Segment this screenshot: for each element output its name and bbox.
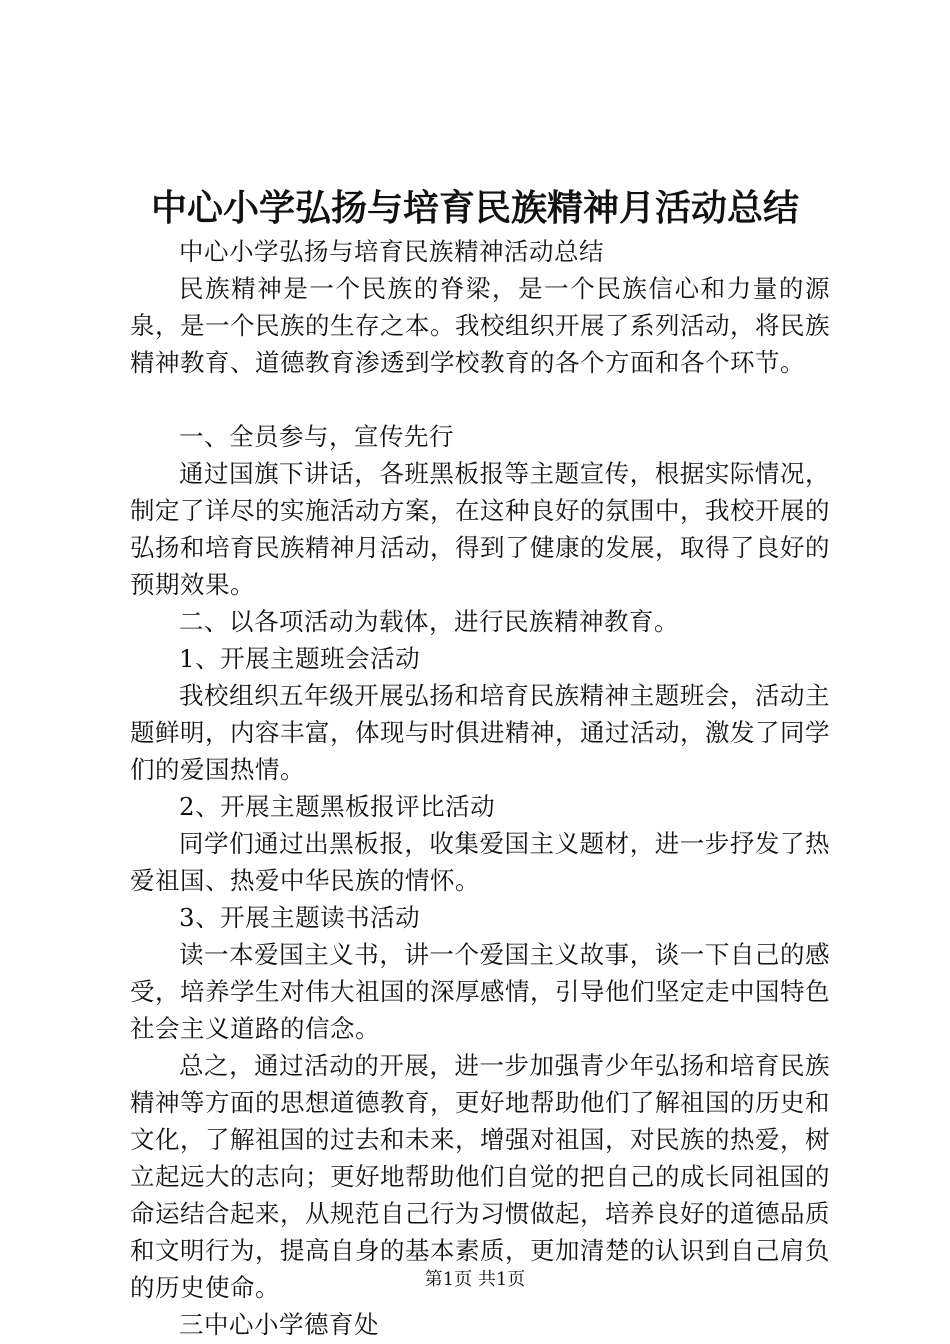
section-heading-2: 二、以各项活动为载体，进行民族精神教育。 xyxy=(179,607,679,636)
subsection-heading-3: 3、开展主题读书活动 xyxy=(179,903,421,932)
subsection-2-paragraph: 同学们通过出黑板报，收集爱国主义题材，进一步抒发了热爱祖国、热爱中华民族的情怀。 xyxy=(130,829,830,895)
intro-paragraph: 民族精神是一个民族的脊梁，是一个民族信心和力量的源泉，是一个民族的生存之本。我校组织开展了系列活动，将民族精神教育、道德教育渗透到学校教育的各个方面和各个环节。 xyxy=(130,274,830,377)
document-body xyxy=(130,233,830,1343)
subsection-heading-2: 2、开展主题黑板报评比活动 xyxy=(179,792,496,821)
subsection-heading-1: 1、开展主题班会活动 xyxy=(179,644,421,673)
signature-line: 三中心小学德育处 xyxy=(179,1310,379,1339)
subsection-1-paragraph: 我校组织五年级开展弘扬和培育民族精神主题班会，活动主题鲜明，内容丰富，体现与时俱进精神，通过活动，激发了同学们的爱国热情。 xyxy=(130,681,830,784)
subsection-3-paragraph: 读一本爱国主义书，讲一个爱国主义故事，谈一下自己的感受，培养学生对伟大祖国的深厚感情，引导他们坚定走中国特色社会主义道路的信念。 xyxy=(130,940,830,1043)
conclusion-paragraph: 总之，通过活动的开展，进一步加强青少年弘扬和培育民族精神等方面的思想道德教育，更好地帮助他们了解祖国的历史和文化，了解祖国的过去和未来，增强对祖国，对民族的热爱，树立起远大的志向；更好地帮助他们自觉的把自己的成长同祖国的命运结合起来，从规范自己行为习惯做起，培养良好的道德品质和文明行为，提高自身的基本素质，更加清楚的认识到自己肩负的历史使命。 xyxy=(130,1051,830,1302)
section-1-paragraph: 通过国旗下讲话，各班黑板报等主题宣传，根据实际情况，制定了详尽的实施活动方案，在这种良好的氛围中，我校开展的弘扬和培育民族精神月活动，得到了健康的发展，取得了良好的预期效果。 xyxy=(130,459,830,599)
section-heading-1: 一、全员参与，宣传先行 xyxy=(179,422,454,451)
page-footer: 第1页 共1页 xyxy=(424,1269,526,1290)
document-title: 中心小学弘扬与培育民族精神月活动总结 xyxy=(150,187,799,229)
subtitle-paragraph: 中心小学弘扬与培育民族精神活动总结 xyxy=(179,237,604,266)
